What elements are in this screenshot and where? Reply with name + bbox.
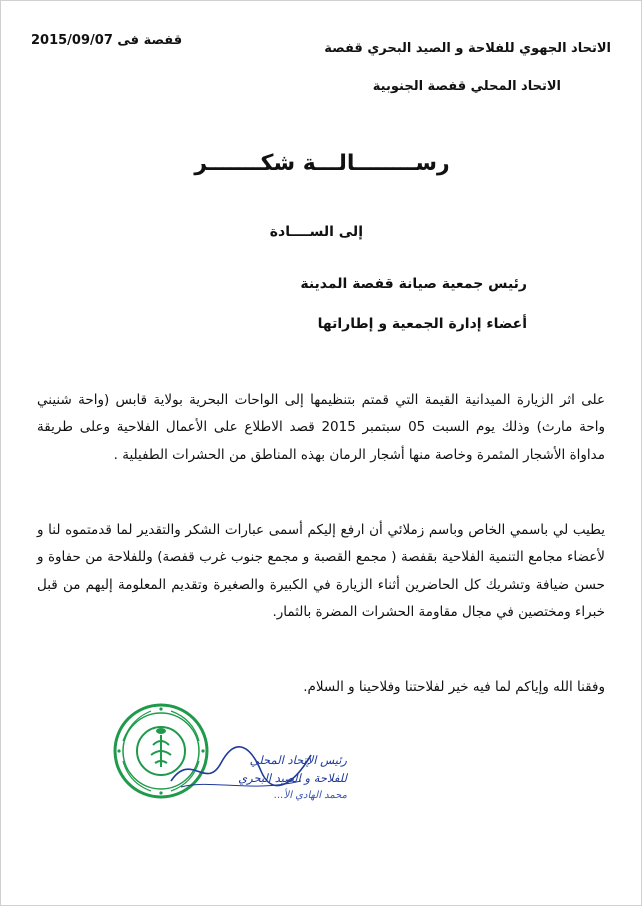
local-union-header: الاتحاد المحلي قفصة الجنوبية [372,79,561,94]
signature-organization: للفلاحة و الصيد البحري [238,771,347,785]
body-paragraph-1: على اثر الزيارة الميدانية القيمة التي قمتم بتنظيمها إلى الواحات البحرية بولاية قابس (واحة شنيني واحة مارث) وذلك يوم السبت 05 سبتمبر 2015 قصد الاطلاع على الأعمال الفلاحية وعلى طريقة مداواة الأشجار المثمرة وخاصة منها أشجار الرمان بهذه المناطق من الحشرات الطفيلية . [37,392,605,463]
addressee-line: إلى الســــادة [269,224,363,240]
regional-union-header: الاتحاد الجهوي للفلاحة و الصيد البحري قفصة [324,41,611,56]
closing-line: وفقنا الله وإياكم لما فيه خير لفلاحتنا وفلاحينا و السلام. [303,679,605,695]
recipient-line-2: أعضاء إدارة الجمعية و إطاراتها [317,316,527,332]
signature-title: رئيس الإتحاد المحلي [249,753,347,767]
body-paragraph-2: يطيب لي باسمي الخاص وباسم زملائي أن ارفع إليكم أسمى عبارات الشكر والتقدير لما قدمتموه لنا و لأعضاء مجامع التنمية الفلاحية بقفصة ( مجمع القصبة و مجمع جنوب غرب قفصة) وللفلاحة من حفاوة و حسن ضيافة وتشريك كل الحاضرين أثناء الزيارة في الكبيرة والصغيرة وتقديم المعلومة إليهم من قبل خبراء ومختصين في مجال مقاومة الحشرات المضرة بالثمار. [37,522,605,621]
recipient-line-1: رئيس جمعية صيانة قفصة المدينة [300,276,527,292]
letter-title: رســــــــالـــة شكـــــــر [194,151,450,176]
letter-date: قفصة فى 2015/09/07 [31,33,183,48]
handwritten-signature [161,741,321,797]
signature-name: محمد الهادي الأ... [274,790,347,801]
